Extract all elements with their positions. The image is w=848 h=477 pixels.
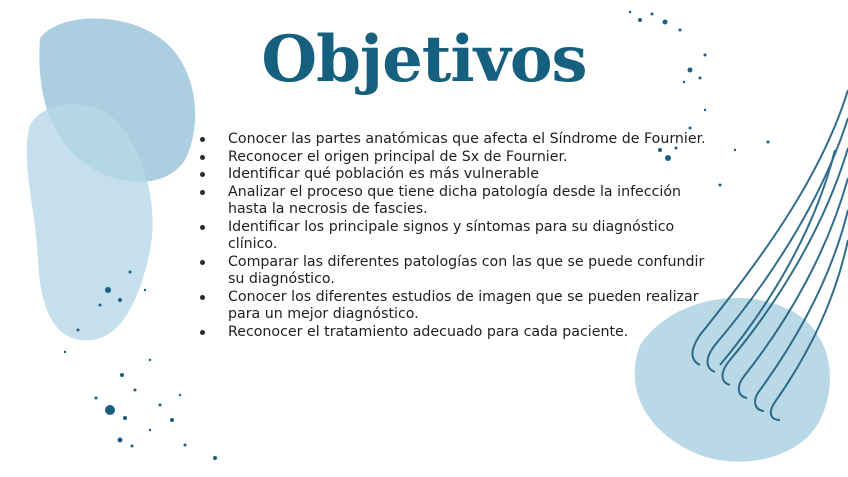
objective-item: Identificar qué población es más vulnerable (200, 166, 720, 184)
objective-item: Reconocer el tratamiento adecuado para cada paciente. (200, 324, 720, 342)
objective-item: Conocer las partes anatómicas que afecta el Síndrome de Fournier. (200, 131, 720, 149)
objective-item: Identificar los principale signos y síntomas para su diagnóstico clínico. (200, 219, 720, 254)
objective-item: Comparar las diferentes patologías con las que se puede confundir su diagnóstico. (200, 254, 720, 289)
objective-item: Reconocer el origen principal de Sx de Fournier. (200, 149, 720, 167)
objectives-list (200, 131, 720, 341)
objective-item: Conocer los diferentes estudios de imagen que se pueden realizar para un mejor diagnóstico. (200, 289, 720, 324)
slide-title: Objetivos (261, 22, 587, 97)
objective-item: Analizar el proceso que tiene dicha patología desde la infección hasta la necrosis de fascies. (200, 184, 720, 219)
